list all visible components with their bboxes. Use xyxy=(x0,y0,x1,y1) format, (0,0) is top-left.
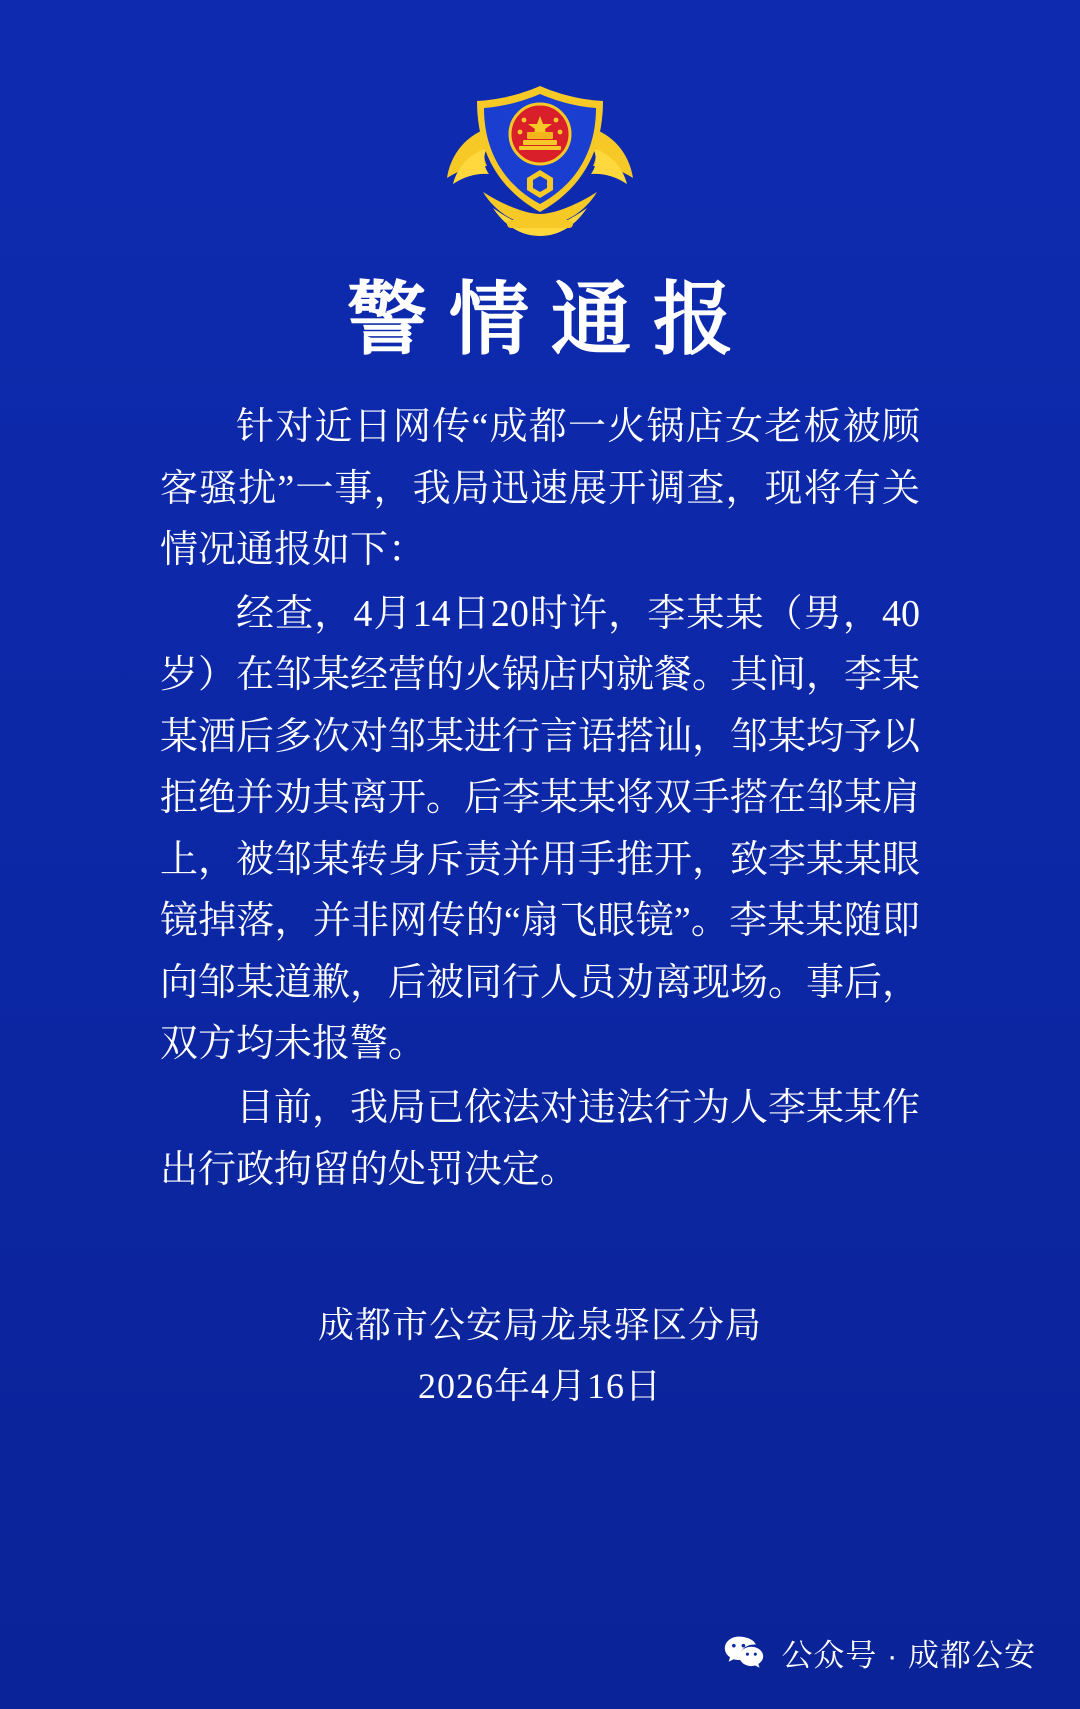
bulletin-body xyxy=(160,397,920,1203)
page-title: 警情通报 xyxy=(347,277,755,365)
bulletin-paragraph-1: 针对近日网传“成都一火锅店女老板被顾客骚扰”一事，我局迅速展开调查，现将有关情况通报如下： xyxy=(160,406,920,572)
signature-block xyxy=(0,1295,1080,1417)
wechat-account-label: 公众号 · 成都公安 xyxy=(781,1637,1036,1673)
issue-date: 2026年4月16日 xyxy=(417,1365,662,1406)
wechat-icon xyxy=(721,1629,767,1675)
issuing-authority: 成都市公安局龙泉驿区分局 xyxy=(317,1304,762,1345)
china-police-emblem xyxy=(435,74,645,249)
wechat-account-badge xyxy=(721,1629,1036,1675)
bulletin-paragraph-3: 目前，我局已依法对违法行为人李某某作出行政拘留的处罚决定。 xyxy=(160,1087,921,1191)
bulletin-paragraph-2: 经查，4月14日20时许，李某某（男，40岁）在邹某经营的火锅店内就餐。其间，李某某酒后多次对邹某进行言语搭讪，邹某均予以拒绝并劝其离开。后李某某将双手搭在邹某肩上，被邹某转身斥责并用手推开，致李某某眼镜掉落，并非网传的“扇飞眼镜”。李某某随即向邹某道歉，后被同行人员劝离现场。事后，双方均未报警。 xyxy=(160,592,921,1066)
